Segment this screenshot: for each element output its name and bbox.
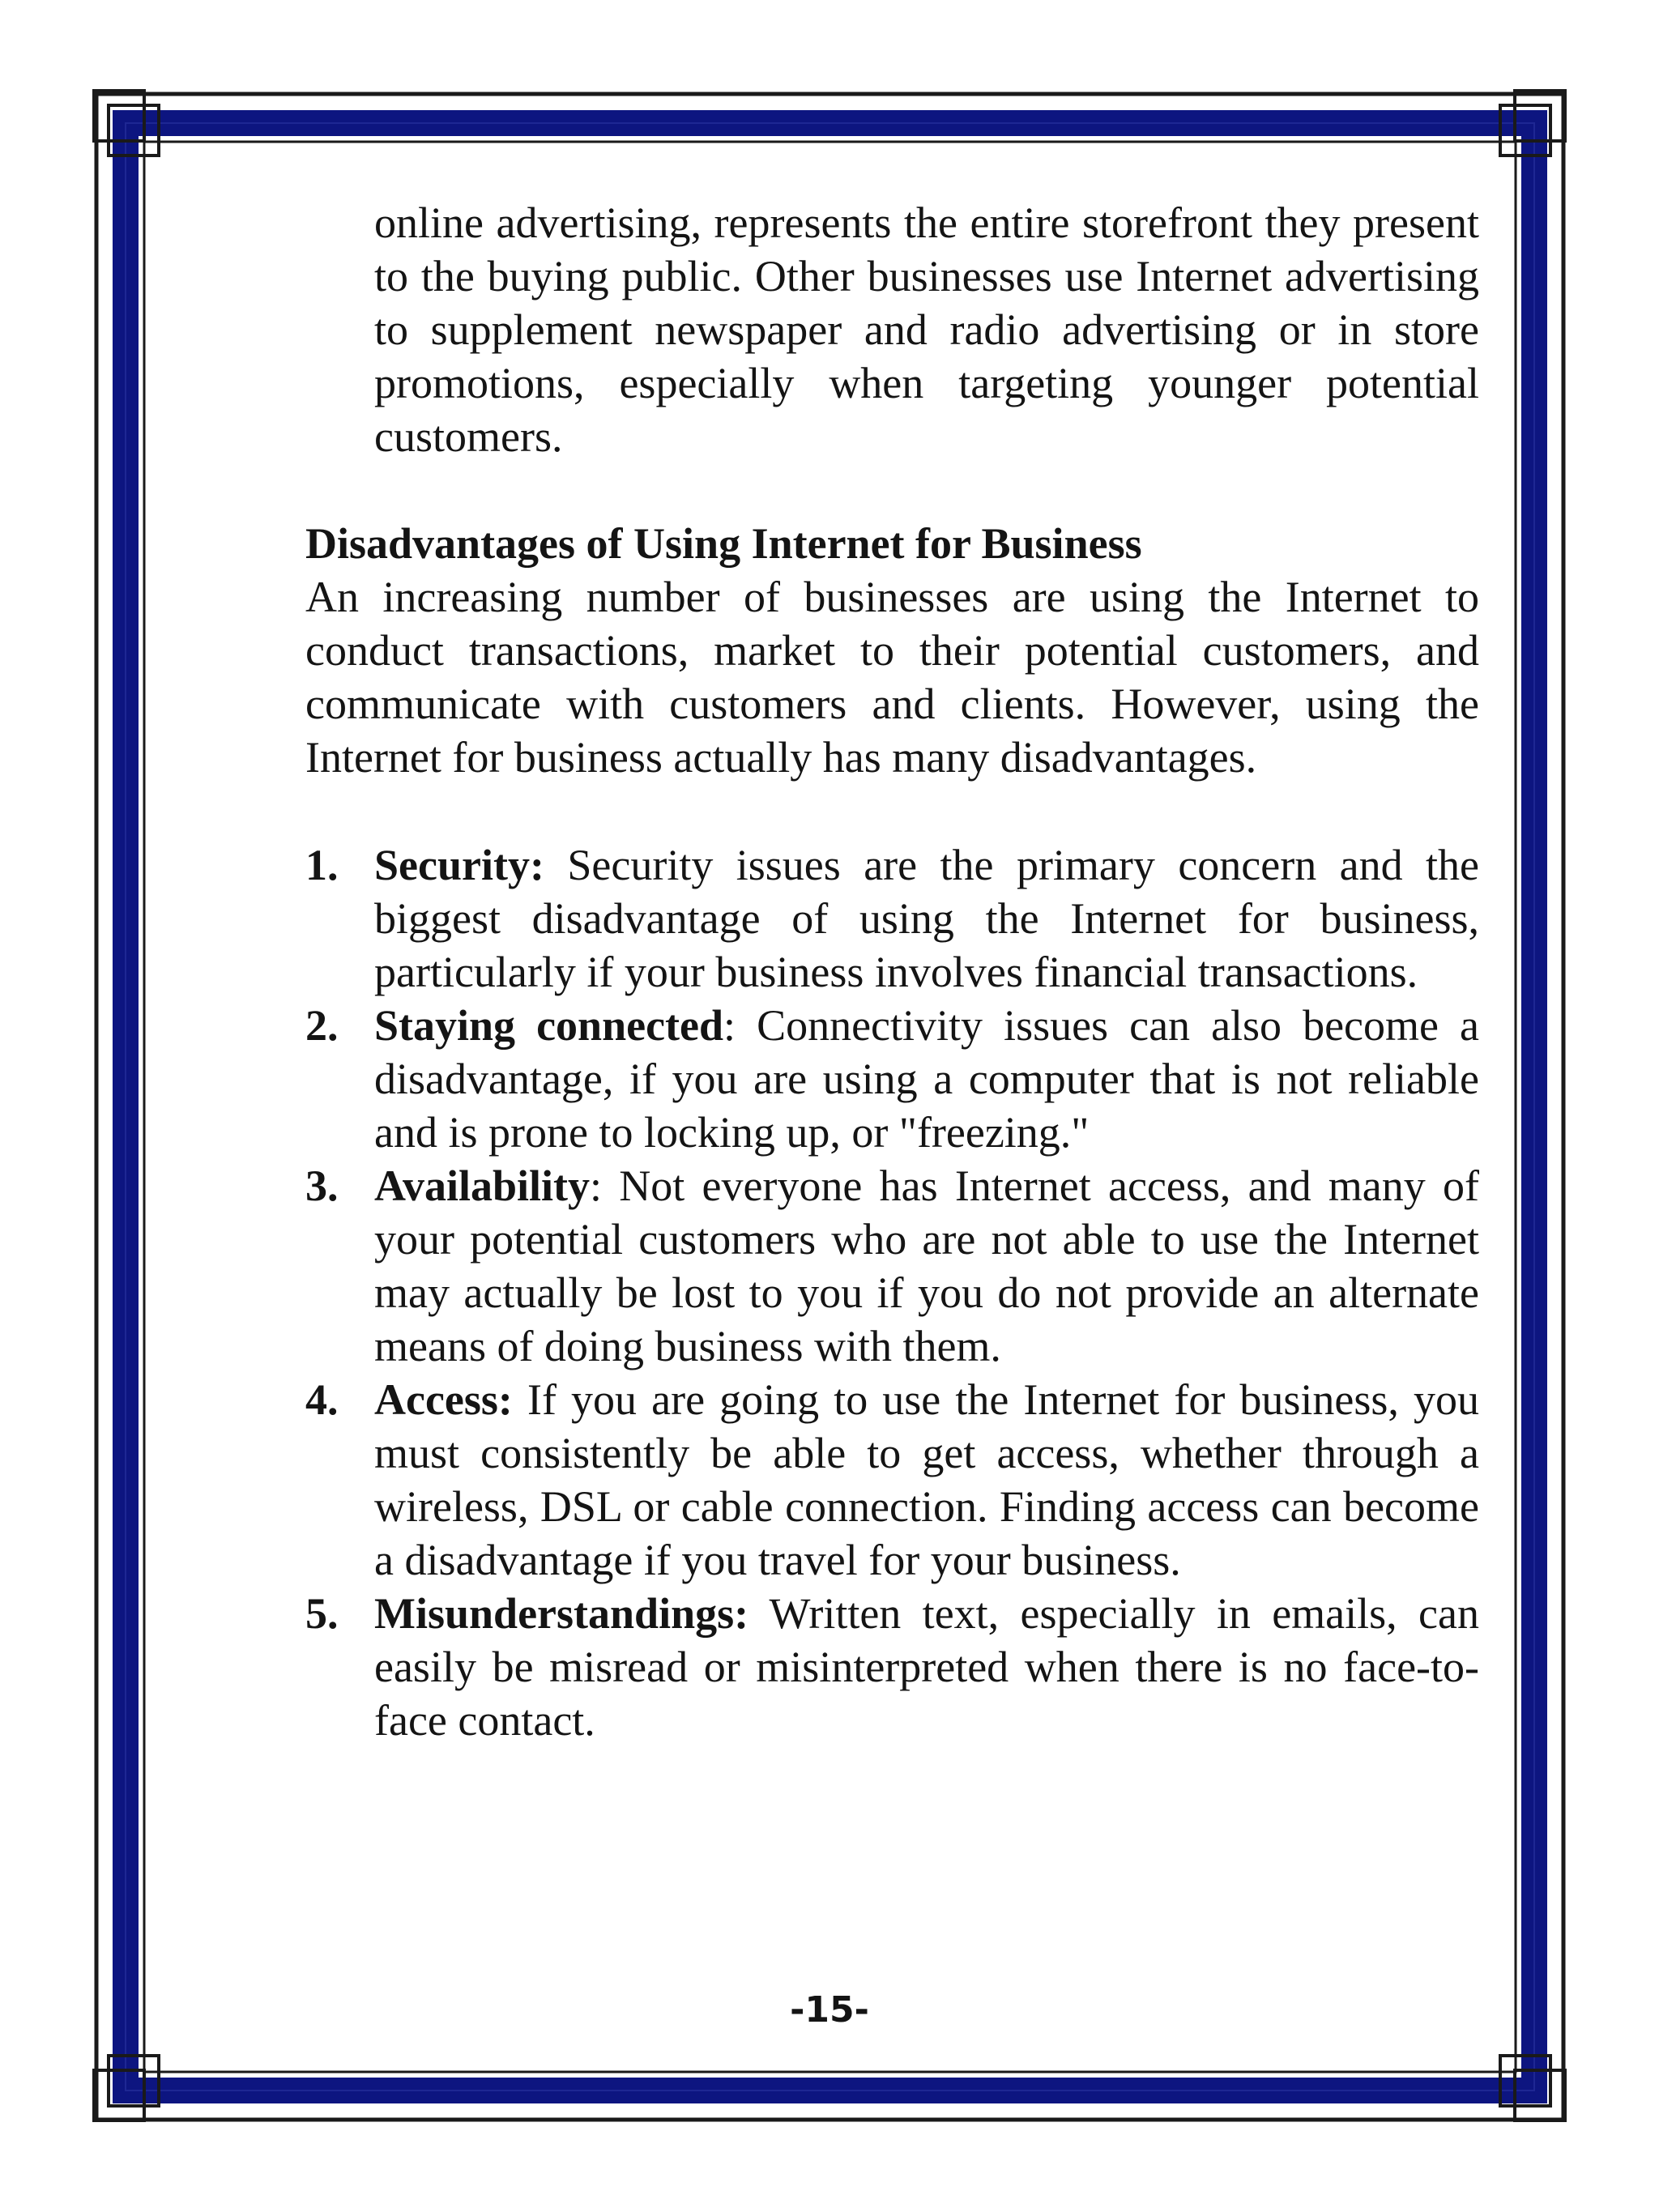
continuation-paragraph: online advertising, represents the entire storefront they present to the buying public. Other businesses use Internet advertising to supplement newspaper and radio advertising or in store promotions, especially when targeting younger potential customers. (374, 198, 1479, 461)
list-item-term: Availability (374, 1161, 591, 1210)
list-item-text: Written text, especially in emails, can easily be misread or misinterpreted when there is no face-to-face contact. (374, 1589, 1479, 1745)
list-item-number: 5. (305, 1589, 339, 1638)
section-heading: Disadvantages of Using Internet for Business (305, 519, 1142, 568)
list-item-term: Staying connected (374, 1001, 724, 1050)
list-item-term: Security: (374, 841, 544, 889)
list-item (305, 1587, 1479, 1747)
list-item-term: Access: (374, 1375, 513, 1424)
list-item-number: 4. (305, 1375, 339, 1424)
intro-paragraph: An increasing number of businesses are using the Internet to conduct transactions, market to their potential customers, and communicate with customers and clients. However, using the Internet for business actually has many disadvantages. (305, 573, 1479, 782)
list-item-number: 3. (305, 1161, 339, 1210)
list-item (305, 838, 1479, 999)
list-item-term: Misunderstandings: (374, 1589, 749, 1638)
list-item-text: : Connectivity issues can also become a disadvantage, if you are using a computer that is not reliable and is prone to locking up, or "freezing." (374, 1001, 1479, 1157)
list-item-number: 2. (305, 1001, 339, 1050)
page-number: -15- (790, 1989, 869, 2031)
list-item-number: 1. (305, 841, 339, 889)
list-item (305, 1159, 1479, 1373)
list-item (305, 999, 1479, 1159)
list-item-text: : Not everyone has Internet access, and many of your potential customers who are not able to use the Internet may actually be lost to you if you do not provide an alternate means of doing business with them. (374, 1161, 1479, 1370)
list-item-text: If you are going to use the Internet for business, you must consistently be able to get access, whether through a wireless, DSL or cable connection. Finding access can become a disadvantage if you travel for your business. (374, 1375, 1479, 1584)
list-item-text: Security issues are the primary concern and the biggest disadvantage of using the Internet for business, particularly if your business involves financial transactions. (374, 841, 1479, 996)
list-item (305, 1373, 1479, 1587)
disadvantages-list (305, 838, 1479, 1747)
